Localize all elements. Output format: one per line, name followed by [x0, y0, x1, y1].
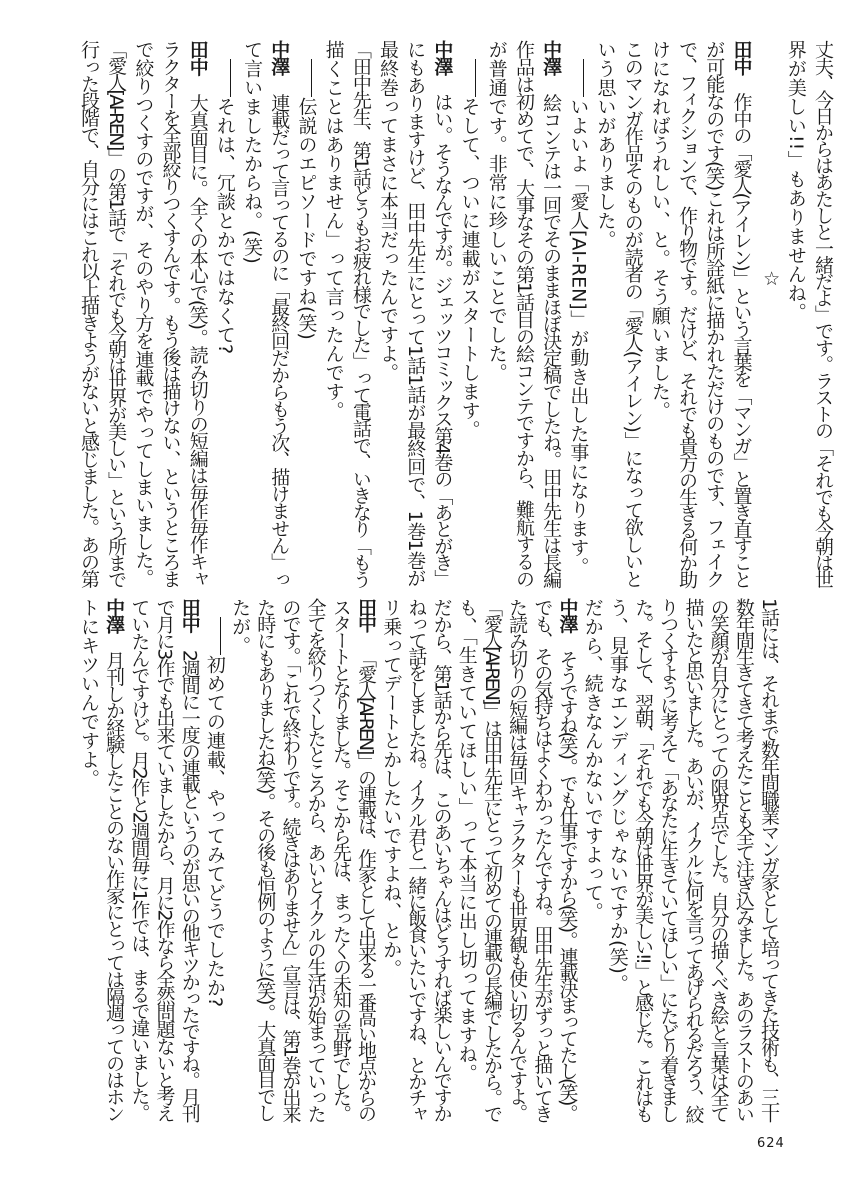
speaker-name: 田中	[355, 598, 377, 630]
line-text: このマンガ作品そのものが読者の「愛人(アイレン)」になって欲しいと	[621, 40, 644, 587]
speaker-line	[355, 598, 380, 1122]
text-line	[632, 598, 657, 1122]
line-text: 最終巻ってまさに本当だったんですよ。	[377, 40, 399, 382]
text-line	[430, 598, 455, 1122]
line-text: たが。	[229, 598, 252, 655]
line-text: ラクターを全部絞りつくすんです。もう後は描けない、というところま	[159, 40, 182, 587]
line-text: だから、続きなんかないですよって。	[581, 598, 604, 921]
text-line	[304, 598, 329, 1122]
em-dash-rule	[230, 59, 231, 97]
line-text: 作中の「愛人(アイレン)」という言葉を「マンガ」と置き直すこと	[730, 92, 753, 587]
speaker-name: 田中	[186, 40, 209, 75]
line-text: はい。そうなんですが。ジェッツコミックス第4巻の「あとがき」	[431, 92, 454, 587]
line-text: う、見事なエンディングじゃないですか(笑)。	[606, 598, 629, 993]
line-text: いう思いがありました。	[594, 40, 617, 249]
line-text: て言いましたからね。(笑)	[241, 40, 264, 264]
line-text: が普通です。非常に珍しいことでした。	[485, 40, 508, 382]
line-text: にもありますけど、田中先生にとって1話1話が最終回で、1巻1巻が	[404, 40, 427, 587]
text-line	[707, 598, 732, 1122]
text-line	[375, 40, 402, 588]
line-text: た時にもありましたね(笑)。その後も恒例のように(笑)。大真面目でし	[254, 598, 277, 1121]
line-text: 「愛人[AI-REN]」の第1話で「それでも今朝は世界が美しい」という所まで	[105, 40, 128, 587]
speaker-line	[103, 598, 128, 1122]
text-line	[320, 40, 347, 588]
interviewer-question	[293, 40, 320, 588]
text-line	[348, 40, 375, 588]
line-text: 絵コンテは一回でそのままほぼ決定稿でしたね。田中先生は長編	[540, 93, 563, 587]
line-text: でも、その気持ちはよくわかったんですね。田中先生がずっと描いてき	[531, 598, 554, 1121]
lower-text-block	[78, 598, 783, 1122]
text-line	[279, 598, 304, 1122]
text-line	[607, 598, 632, 1122]
line-text: 描くことはありません」って言ったんです。	[322, 40, 345, 420]
speaker-line	[429, 40, 456, 588]
line-text: それは、冗談とかではなくて?	[213, 97, 236, 355]
line-text: も、「生きていてほしい」って本当に出し切ってますね。	[455, 598, 478, 1083]
line-text: 「愛人[AI-REN]」の連載は、作家として出来る一番高い地点からの	[355, 648, 377, 1120]
interviewer-question	[204, 598, 229, 1122]
line-text: 界が美しい!!」もありませんね。	[784, 40, 807, 322]
speaker-name: 中澤	[268, 40, 291, 75]
em-dash-rule	[475, 59, 476, 97]
text-line	[506, 598, 531, 1122]
speaker-name: 中澤	[540, 40, 563, 75]
line-text: が可能なのです(笑)これは所詮紙に描かれただけのものです、フェイク	[703, 40, 726, 587]
text-line	[456, 598, 481, 1122]
text-line	[78, 598, 103, 1122]
line-text: た読み切りの短編は毎回キャラクターも世界観も使い切るんですよ。	[506, 598, 529, 1121]
line-text: 月刊しか経験したことのない作家にとっては隔週ってのはホン	[103, 650, 126, 1121]
line-text: 作品は初めてで、大事なその第1話目の絵コンテですから、難航するの	[512, 40, 535, 587]
line-text: 2週間に一度の連載というのが思いの他キツかったですね。月刊	[178, 649, 201, 1121]
page-number: 624	[757, 1136, 785, 1151]
line-text: で絞りつくすのですが、そのやり方を連載でやってしまいました。	[132, 40, 155, 587]
text-line	[76, 40, 103, 588]
line-text: りつくすように考えて「あなたに生きていてほしい」にたどり着きまし	[657, 598, 680, 1121]
line-text: 伝説のエピソードですね(笑)	[295, 97, 318, 340]
text-line	[330, 598, 355, 1122]
interviewer-question	[456, 40, 483, 588]
em-dash-rule	[220, 617, 221, 655]
line-text: で、フィクションで、作り物です。だけど、それでも貴方の生きる何か助	[676, 40, 699, 587]
text-line	[153, 598, 178, 1122]
speaker-line	[556, 598, 581, 1122]
line-text: ねって話をしましたね。イクル君と一緒に飯食いたいですね、とかチャ	[405, 598, 428, 1121]
line-text: そして、ついに連載がスタートします。	[458, 97, 481, 439]
text-line	[620, 40, 647, 588]
interviewer-question	[212, 40, 239, 588]
line-text: ていたんですけど。月2作と2週間毎に1作では、まるで違いました。	[128, 598, 151, 1121]
text-line	[130, 40, 157, 588]
text-line	[157, 40, 184, 588]
speaker-name: 中澤	[431, 40, 454, 74]
em-dash-rule	[583, 59, 584, 97]
line-text: トにキツいんですよ。	[77, 598, 100, 788]
line-text: の笑顔が自分にとっての限界点でした。自分の描くべき絵と言葉は全て	[707, 598, 730, 1121]
text-line	[405, 598, 430, 1122]
speaker-name: 中澤	[103, 598, 126, 632]
text-line	[582, 598, 607, 1122]
text-line	[592, 40, 619, 588]
text-line	[239, 40, 266, 588]
line-text: けになればうれしい、と。そう願いました。	[648, 40, 671, 420]
text-line	[810, 40, 837, 588]
line-text: スタートとなりました。そこから先は、まったくの未知の荒野でした。	[329, 598, 352, 1121]
line-text: そうですね(笑)。でも仕事ですから(笑)。連載決まってたし(笑)。	[556, 649, 579, 1121]
text-line	[647, 40, 674, 588]
text-line	[254, 598, 279, 1122]
line-text: 大真面目に。全くの本心で(笑)。読み切りの短編は毎作毎作キャ	[186, 93, 209, 587]
text-line	[481, 598, 506, 1122]
text-line	[128, 598, 153, 1122]
upper-text-block	[76, 40, 837, 588]
line-text: 初めての連載、やってみてどうでしたか?	[203, 655, 226, 1008]
em-dash-rule	[311, 59, 312, 97]
line-text: 1話には、それまで数年間職業マンガ家として培ってきた技術も、三十	[758, 598, 780, 1121]
text-line	[484, 40, 511, 588]
line-text: で月に3作でも出来ていましたから、月に2作なら全然問題ないと考え	[153, 598, 176, 1121]
line-text: 数年間生きてきて考えたことも全て注ぎ込みました。あのラストのあい	[732, 598, 755, 1121]
text-line	[657, 598, 682, 1122]
speaker-line	[185, 40, 212, 588]
text-line	[701, 40, 728, 588]
text-line	[758, 598, 783, 1122]
speaker-line	[179, 598, 204, 1122]
text-line	[380, 598, 405, 1122]
line-text: 全てを絞りつくしたところから、あいとイクルの生活が始まっていった	[304, 598, 327, 1121]
line-text: た。そして、翌朝、「それでも今朝は世界が美しい!!」と感じた。これはも	[632, 598, 655, 1121]
line-text: リ乗ってデートとかしたいですよね、とか。	[380, 598, 403, 978]
speaker-name: 田中	[730, 40, 753, 74]
text-line	[511, 40, 538, 588]
line-text: いよいよ「愛人[AI-REN]」が動き出した事になります。	[567, 97, 590, 576]
speaker-name: 田中	[178, 598, 201, 631]
speaker-line	[266, 40, 293, 588]
text-line	[531, 598, 556, 1122]
text-line	[229, 598, 254, 1122]
text-line	[733, 598, 758, 1122]
line-text: だから、第1話から先は、このあいちゃんはどうすれば楽しいんですか	[430, 598, 453, 1121]
line-text: 「田中先生、第1話どうもお疲れ様でした」って電話で、いきなり「もう	[349, 40, 372, 587]
text-line	[402, 40, 429, 588]
line-text: のです。「これで終わりです。続きはありません」宣言は、第1巻が出来	[279, 598, 302, 1121]
line-text: 行った段階で、自分にはこれ以上描きようがないと感じました。あの第	[77, 40, 100, 587]
text-line	[674, 40, 701, 588]
text-line	[783, 40, 810, 588]
line-text: 「愛人[AI-REN]」は田中先生にとって初めての連載の長編でしたから。で	[480, 598, 503, 1121]
speaker-line	[538, 40, 565, 588]
text-line	[103, 40, 130, 588]
text-line	[682, 598, 707, 1122]
line-text: 連載だって言ってるのに「最終回だからもう次、描けません」っ	[268, 93, 291, 587]
speaker-name: 中澤	[556, 598, 579, 631]
line-text: ☆	[760, 268, 783, 290]
speaker-line	[728, 40, 755, 588]
line-text: 描いたと思いました。あいが、イクルに何を言ってあげられるだろう、絞	[682, 598, 705, 1121]
interviewer-question	[565, 40, 592, 588]
line-text: 丈夫、今日からはあたしと一緒だよ」です。ラストの「それでも今朝は世	[812, 40, 834, 587]
